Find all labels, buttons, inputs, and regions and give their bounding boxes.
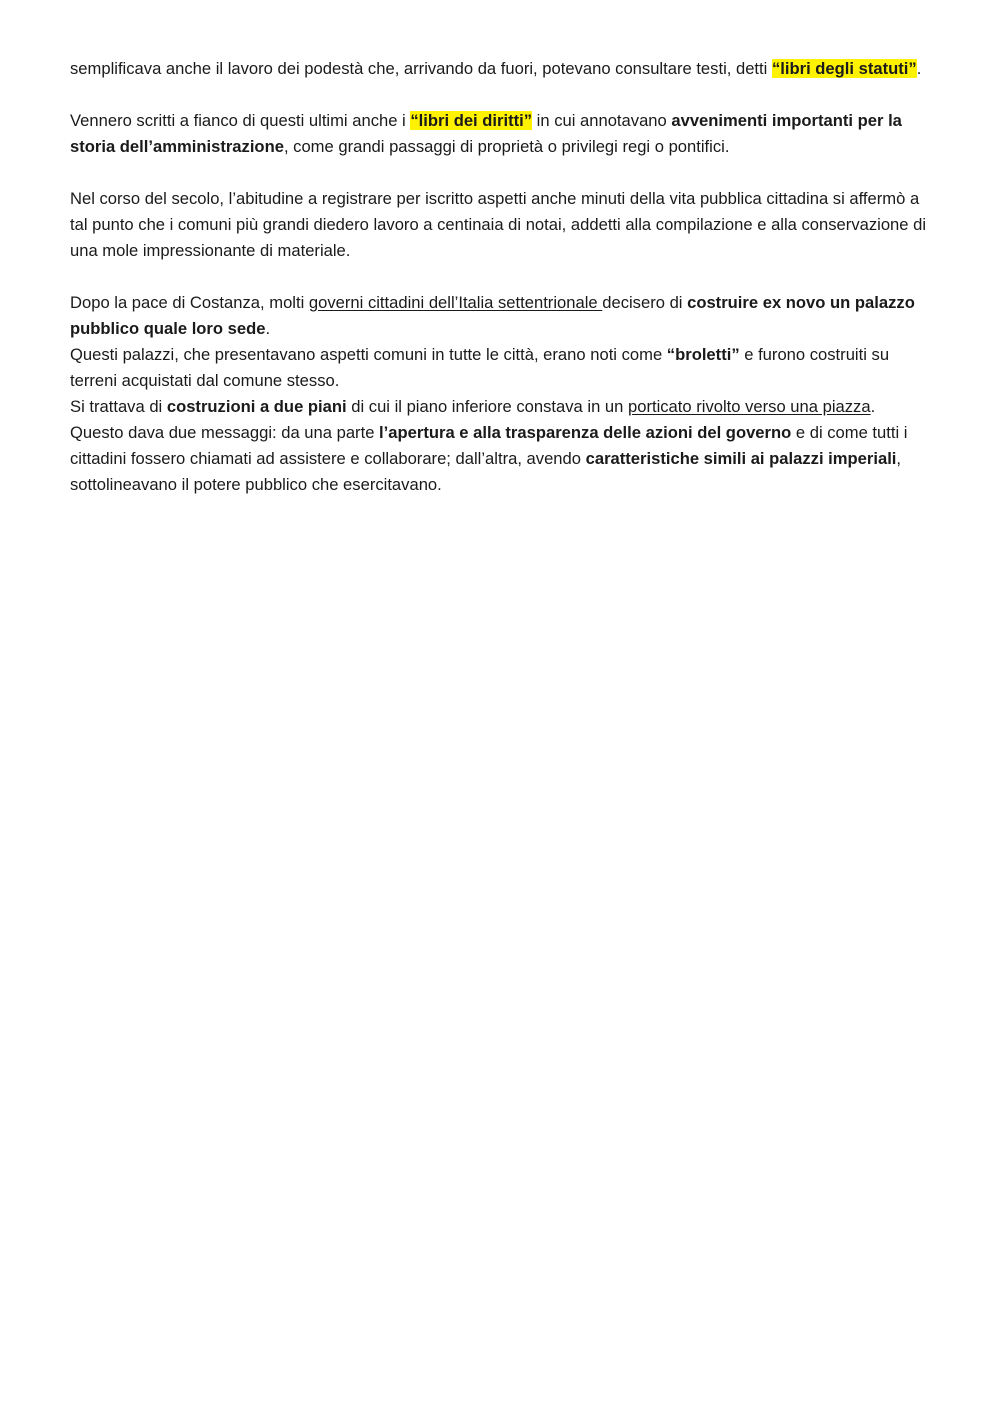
paragraph-diritti xyxy=(70,108,930,160)
paragraph-due-piani xyxy=(70,394,930,420)
text: decisero di xyxy=(602,293,688,312)
paragraph-messaggi xyxy=(70,420,930,498)
underline-governi: governi cittadini dell’Italia settentrionale xyxy=(308,293,603,312)
text: e di come tutti i cittadini fossero chiamati ad assistere e collaborare; dall’altra, avendo xyxy=(70,423,908,468)
text: di cui il piano inferiore constava in un xyxy=(346,397,628,416)
paragraph-broletti xyxy=(70,342,930,394)
bold-trasparenza: l’apertura e alla trasparenza delle azioni del governo xyxy=(379,423,792,442)
text: Questi palazzi, che presentavano aspetti comuni in tutte le città, erano noti come xyxy=(70,345,667,364)
paragraph-costanza xyxy=(70,290,930,342)
text: Questo dava due messaggi: da una parte xyxy=(70,423,380,442)
highlight-libri-diritti: “libri dei diritti” xyxy=(410,111,533,130)
bold-avvenimenti: avvenimenti importanti per la storia dell’amministrazione xyxy=(70,111,902,156)
text: , come grandi passaggi di proprietà o privilegi regi o pontifici. xyxy=(283,137,730,156)
text: semplificava anche il lavoro dei podestà che, arrivando da fuori, potevano consultare testi, detti xyxy=(70,59,772,78)
bold-broletti: “broletti” xyxy=(666,345,740,364)
document-page xyxy=(70,56,930,498)
text: Si trattava di xyxy=(70,397,167,416)
bold-caratteristiche: caratteristiche simili ai palazzi imperiali xyxy=(585,449,897,468)
paragraph-statuti xyxy=(70,56,930,82)
text: . xyxy=(265,319,271,338)
underline-porticato: porticato rivolto verso una piazza xyxy=(627,397,871,416)
bold-palazzo-pubblico: costruire ex novo un palazzo pubblico quale loro sede xyxy=(70,293,915,338)
text: in cui annotavano xyxy=(532,111,672,130)
highlight-libri-statuti: “libri degli statuti” xyxy=(771,59,917,78)
text: e furono costruiti su terreni acquistati dal comune stesso. xyxy=(70,345,890,390)
text: Nel corso del secolo, l’abitudine a registrare per iscritto aspetti anche minuti della vita pubblica cittadina si affermò a tal punto che i comuni più grandi diedero lavoro a centinaia di notai, addetti alla compilazione e alla conservazione di una mole impressionante di materiale. xyxy=(70,189,927,260)
paragraph-notai xyxy=(70,186,930,264)
text: Vennero scritti a fianco di questi ultimi anche i xyxy=(70,111,411,130)
text: Dopo la pace di Costanza, molti xyxy=(70,293,309,312)
bold-due-piani: costruzioni a due piani xyxy=(166,397,347,416)
text: , sottolineavano il potere pubblico che esercitavano. xyxy=(70,449,902,494)
text: . xyxy=(870,397,876,416)
text: . xyxy=(916,59,922,78)
